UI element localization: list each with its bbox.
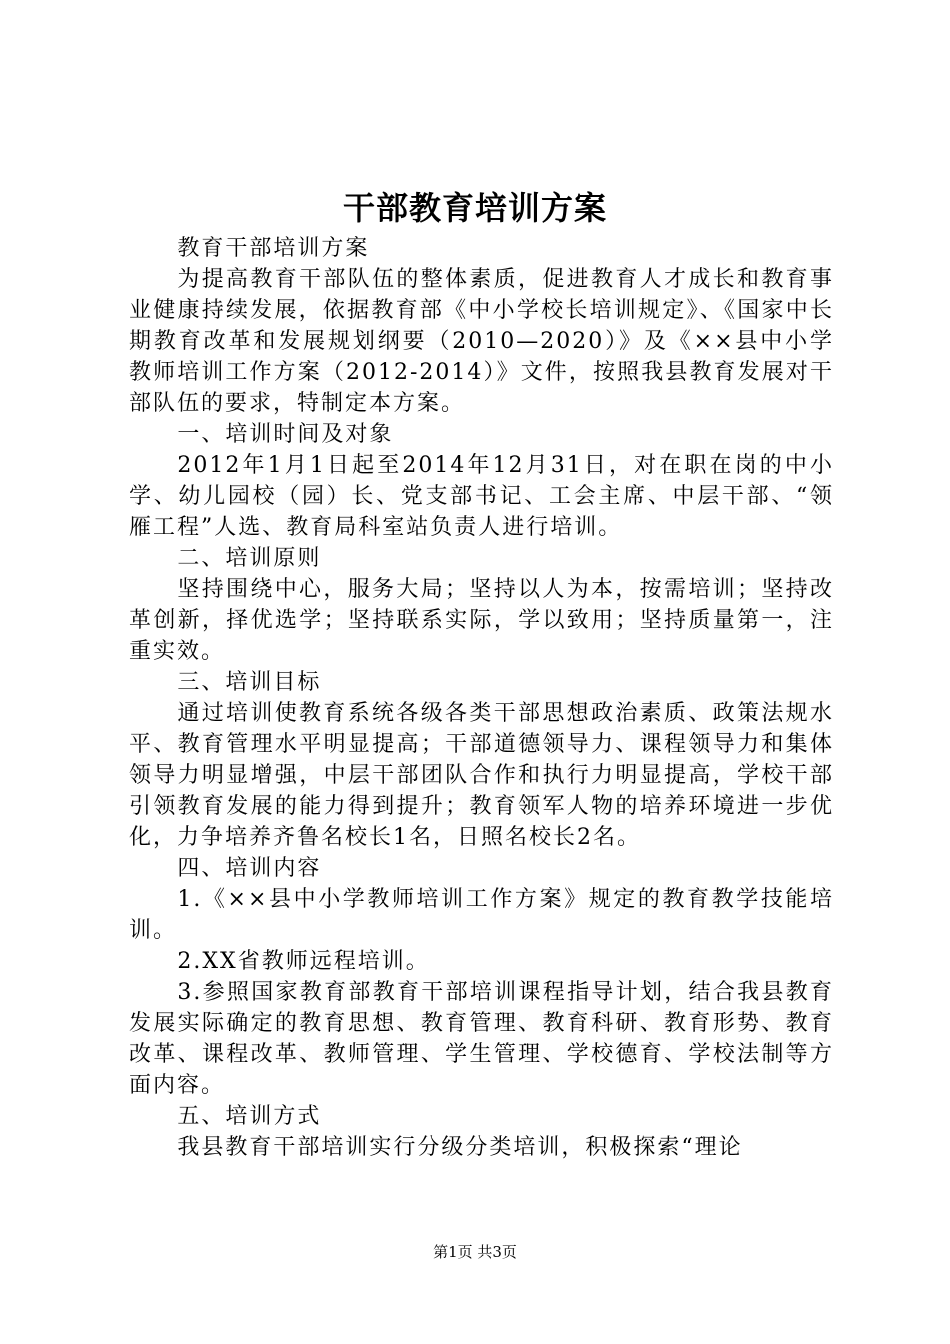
paragraph-methods: 我县教育干部培训实行分级分类培训，积极探索“理论: [177, 1135, 743, 1160]
paragraph-intro: 为提高教育干部队伍的整体素质，促进教育人才成长和教育事业健康持续发展，依据教育部《中小学校长培训规定》、《国家中长期教育改革和发展规划纲要（2010—2020）》及《××县中小学教师培训工作方案（2012-2014）》文件，按照我县教育发展对干部队伍的要求，特制定本方案。: [129, 267, 834, 416]
section-heading-content: 四、培训内容: [177, 856, 322, 881]
paragraph-time-target: 2012年1月1日起至2014年12月31日，对在职在岗的中小学、幼儿园校（园）长、党支部书记、工会主席、中层干部、“领雁工程”人选、教育局科室站负责人进行培训。: [129, 453, 834, 540]
section-heading-goals: 三、培训目标: [177, 670, 322, 695]
list-item-content-3: 3.参照国家教育部教育干部培训课程指导计划，结合我县教育发展实际确定的教育思想、教育管理、教育科研、教育形势、教育改革、课程改革、教师管理、学生管理、学校德育、学校法制等方面内容。: [129, 980, 834, 1098]
paragraph-subtitle: 教育干部培训方案: [177, 236, 370, 261]
paragraph-principles: 坚持围绕中心，服务大局；坚持以人为本，按需培训；坚持改革创新，择优选学；坚持联系实际，学以致用；坚持质量第一，注重实效。: [129, 577, 834, 664]
list-item-content-2: 2.XX省教师远程培训。: [177, 949, 430, 974]
section-heading-time-target: 一、培训时间及对象: [177, 422, 394, 447]
section-heading-methods: 五、培训方式: [177, 1104, 322, 1129]
paragraph-goals: 通过培训使教育系统各级各类干部思想政治素质、政策法规水平、教育管理水平明显提高；干部道德领导力、课程领导力和集体领导力明显增强，中层干部团队合作和执行力明显提高，学校干部引领教育发展的能力得到提升；教育领军人物的培养环境进一步优化，力争培养齐鲁名校长1名，日照名校长2名。: [129, 701, 834, 850]
page-indicator: 第1页 共3页: [433, 1243, 517, 1261]
document-title: 干部教育培训方案: [342, 189, 607, 227]
list-item-content-1: 1.《××县中小学教师培训工作方案》规定的教育教学技能培训。: [129, 887, 834, 943]
document-body: [129, 233, 834, 1163]
section-heading-principles: 二、培训原则: [177, 546, 322, 571]
